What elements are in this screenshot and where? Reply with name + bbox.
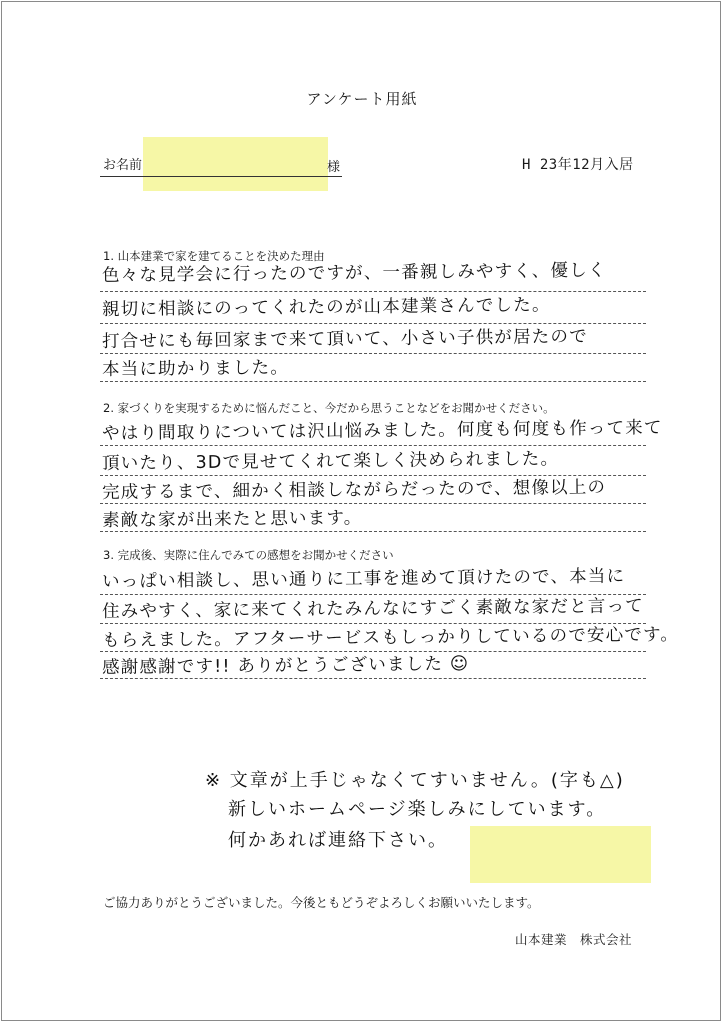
thanks-message: ご協力ありがとうございました。今後ともどうぞよろしくお願いいたします。 — [103, 895, 540, 910]
note-line-2: 新しいホームページ楽しみにしています。 — [228, 799, 607, 820]
answer-2-line-1: やはり間取りについては沢山悩みました。何度も何度も作って来て — [101, 418, 663, 444]
answer-1-line-4: 本当に助かりました。 — [101, 358, 290, 380]
form-title: アンケート用紙 — [306, 90, 418, 108]
answer-3-line-3: もらえました。アフターサービスもしっかりしているので安心です。 — [101, 624, 680, 651]
ruled-line — [100, 531, 646, 532]
company-name: 山本建業 株式会社 — [515, 932, 633, 947]
answer-2-line-4: 素敵な家が出来たと思います。 — [101, 508, 363, 531]
name-label: お名前 — [103, 158, 143, 173]
name-honorific: 様 — [327, 160, 341, 175]
question-2-label: 2. 家づくりを実現するために悩んだこと、今だから思うことなどをお聞かせください。 — [103, 401, 555, 415]
answer-3-line-4: 感謝感謝です!! ありがとうございました ☺ — [101, 654, 470, 678]
answer-1-line-1: 色々な見学会に行ったのですが、一番親しみやすく、優しく — [101, 260, 607, 286]
answer-2-line-3: 完成するまで、細かく相談しながらだったので、想像以上の — [101, 477, 607, 503]
answer-1-line-2: 親切に相談にのってくれたのが山本建業さんでした。 — [101, 295, 551, 320]
answer-3-line-2: 住みやすく、家に来てくれたみんなにすごく素敵な家だと言って — [101, 596, 645, 622]
move-in-date: H 23年12月入居 — [522, 157, 634, 173]
name-redaction-highlight — [143, 137, 328, 191]
answer-1-line-3: 打合せにも毎回家まで来て頂いて、小さい子供が居たので — [101, 326, 588, 352]
note-line-3: 何かあれば連絡下さい。 — [228, 830, 448, 851]
question-1-label: 1. 山本建業で家を建てることを決めた理由 — [103, 249, 325, 263]
question-3-label: 3. 完成後、実際に住んでみての感想をお聞かせください — [103, 548, 394, 562]
answer-3-line-1: いっぱい相談し、思い通りに工事を進めて頂けたので、本当に — [101, 566, 626, 592]
name-underline — [100, 176, 342, 177]
ruled-line — [100, 381, 646, 382]
note-line-1: ※ 文章が上手じゃなくてすいません。(字も△) — [205, 770, 625, 791]
answer-2-line-2: 頂いたり、3Dで見せてくれて楽しく決められました。 — [101, 449, 560, 474]
contact-redaction-highlight — [470, 826, 651, 883]
ruled-line — [100, 678, 646, 679]
